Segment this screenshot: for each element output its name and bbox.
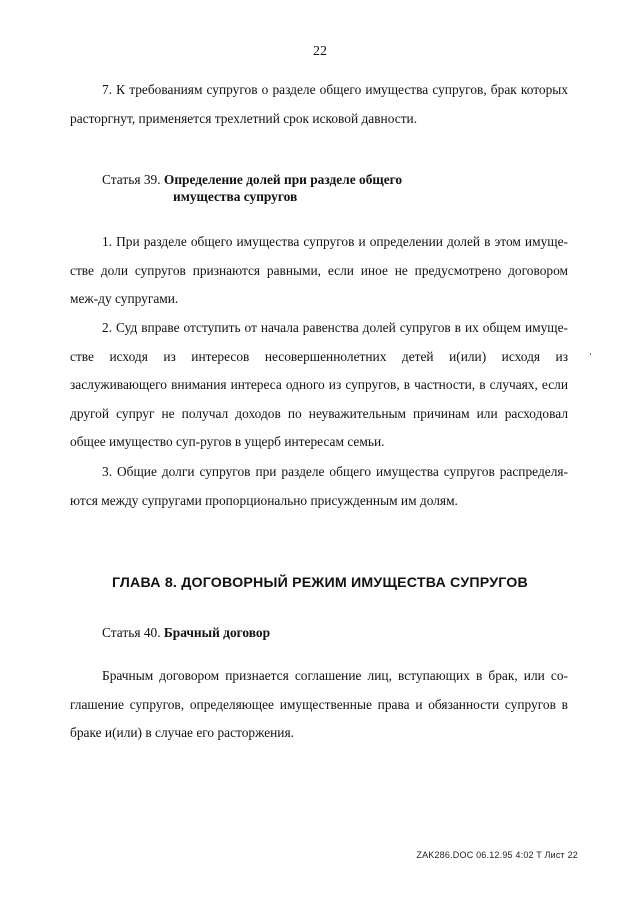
scan-speck bbox=[590, 353, 591, 355]
article-39-label: Статья 39. bbox=[102, 172, 164, 187]
intro-paragraph: 7. К требованиям супругов о разделе общего имущества супругов, брак которых расторгнут, применяется трехлетний срок исковой давности. bbox=[70, 82, 568, 126]
article-39-heading bbox=[102, 171, 402, 188]
page-number: 22 bbox=[313, 44, 327, 59]
article-40-title: Брачный договор bbox=[163, 625, 271, 640]
article-40-paragraph: Брачным договором признается соглашение лиц, вступающих в брак, или со-глашение супругов, определяющее имущественные права и обязанности супругов в браке и(или) в случае его расторжения. bbox=[70, 668, 568, 740]
article-40-label: Статья 40. bbox=[102, 625, 164, 640]
article-39-title-line1: Определение долей при разделе общего bbox=[163, 172, 403, 187]
article-39-title-line2: имущества супругов bbox=[173, 189, 298, 204]
chapter-8-title: ГЛАВА 8. ДОГОВОРНЫЙ РЕЖИМ ИМУЩЕСТВА СУПРУГОВ bbox=[112, 575, 528, 591]
article-39-paragraph-3: 3. Общие долги супругов при разделе общего имущества супругов распределя-ются между супругами пропорционально присужденным им долям. bbox=[70, 464, 568, 508]
footer-docinfo: ZAK286.DOC 06.12.95 4:02 T Лист 22 bbox=[416, 850, 578, 860]
article-39-paragraph-1: 1. При разделе общего имущества супругов и определении долей в этом имуще-стве доли супругов признаются равными, если иное не предусмотрено договором меж-ду супругами. bbox=[70, 234, 568, 306]
article-39-paragraph-2: 2. Суд вправе отступить от начала равенства долей супругов в их общем имуще-стве исходя из интересов несовершеннолетних детей и(или) исходя из заслуживающего внимания интереса одного из супругов, в частности, в случаях, если другой супруг не получал доходов по неуважительным причинам или расходовал общее имущество суп-ругов в ущерб интересам семьи. bbox=[70, 320, 568, 449]
article-40-heading bbox=[102, 624, 270, 641]
